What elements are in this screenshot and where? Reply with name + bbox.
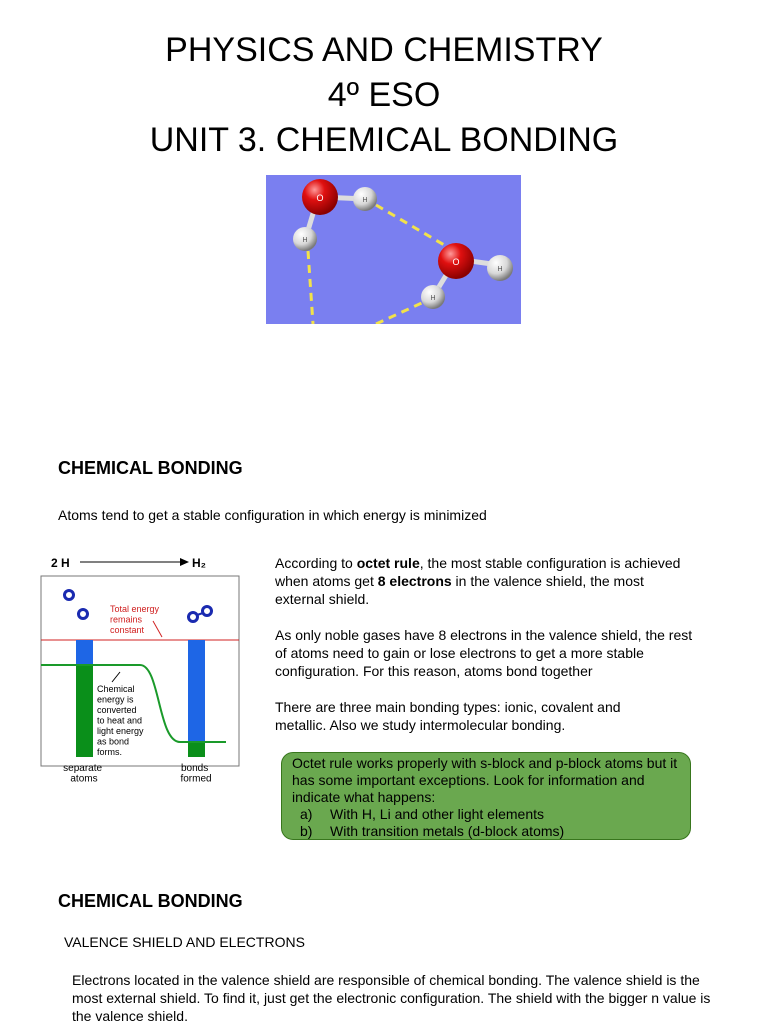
separate-atoms-label: separate atoms (63, 763, 103, 785)
section-subheading: VALENCE SHIELD AND ELECTRONS (64, 934, 305, 950)
noble-gases-paragraph: As only noble gases have 8 electrons in the valence shield, the rest of atoms need to gain or lose electrons to get a more stable configuration. For this reason, atoms bond together (275, 627, 693, 679)
oxygen-label: O (316, 193, 324, 203)
title-line-3: UNIT 3. CHEMICAL BONDING (149, 121, 619, 159)
water-molecules-image (266, 175, 521, 324)
title-line-1: PHYSICS AND CHEMISTRY (165, 31, 603, 69)
title-line-2: 4º ESO (327, 76, 441, 114)
chemical-energy-label: Chemical energy is converted to heat and light energy as bond forms. (97, 684, 144, 757)
diagram-right-label: H₂ (192, 556, 206, 570)
octet-rule-paragraph: According to octet rule, the most stable configuration is achieved when atoms get 8 electrons in the valence shield, the most external shield. (275, 555, 681, 607)
section-heading-2: CHEMICAL BONDING (58, 891, 243, 911)
list-item: b) With transition metals (d-block atoms) (300, 823, 565, 839)
bonding-types-paragraph: There are three main bonding types: ionic, covalent and metallic. Also we study intermolecular bonding. (275, 699, 621, 733)
exceptions-list (292, 806, 680, 840)
oxygen-label: O (452, 257, 460, 267)
hydrogen-label: H (497, 266, 503, 273)
energy-diagram (40, 545, 250, 785)
hydrogen-label: H (302, 237, 308, 244)
hydrogen-label: H (362, 197, 368, 204)
total-energy-label: Total energy remains constant (110, 604, 160, 635)
octet-exceptions-box (281, 752, 691, 840)
box-text: Octet rule works properly with s-block and p-block atoms but it has some important exceptions. Look for information and indicate what happens: (292, 755, 678, 805)
valence-shield-paragraph: Electrons located in the valence shield are responsible of chemical bonding. The valence shield is the most external shield. To find it, just get the electronic configuration. The shield with the bigger n value is the valence shield. (72, 972, 711, 1024)
list-item: a) With H, Li and other light elements (300, 806, 544, 822)
intro-text: Atoms tend to get a stable configuration in which energy is minimized (58, 507, 487, 523)
diagram-left-label: 2 H (51, 556, 70, 570)
hydrogen-label: H (430, 295, 436, 302)
bonds-formed-label: bonds formed (180, 763, 212, 785)
section-heading: CHEMICAL BONDING (58, 458, 243, 478)
